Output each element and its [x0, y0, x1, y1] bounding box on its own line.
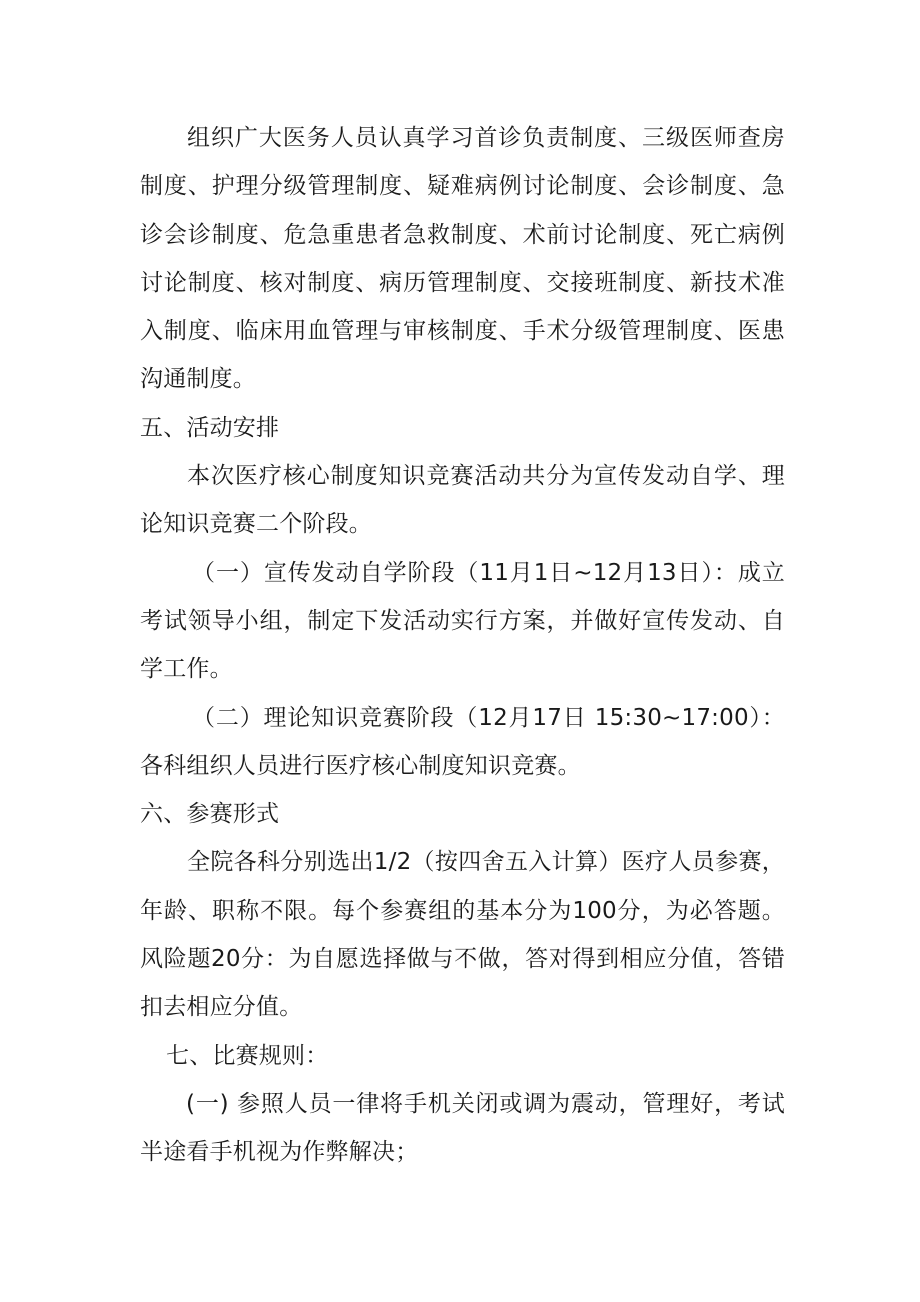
- paragraph-rule-1: (一) 参照人员一律将手机关闭或调为震动，管理好，考试半途看手机视为作弊解决；: [140, 1090, 785, 1166]
- document-body: [140, 114, 785, 1177]
- paragraph-arrangement-summary: 本次医疗核心制度知识竞赛活动共分为宣传发动自学、理论知识竞赛二个阶段。: [140, 463, 785, 538]
- section-heading-activity-arrangement: 五、活动安排: [140, 414, 280, 441]
- paragraph-intro-study: 组织广大医务人员认真学习首诊负责制度、三级医师查房制度、护理分级管理制度、疑难病例讨论制度、会诊制度、急诊会诊制度、危急重患者急救制度、术前讨论制度、死亡病例讨论制度、核对制度、病历管理制度、交接班制度、新技术准入制度、临床用血管理与审核制度、手术分级管理制度、医患沟通制度。: [140, 125, 785, 393]
- section-heading-participation-form: 六、参赛形式: [140, 801, 280, 828]
- paragraph-stage-2: （二）理论知识竞赛阶段（12月17日 15:30~17:00）：各科组织人员进行医疗核心制度知识竞赛。: [140, 704, 785, 779]
- section-heading-competition-rules: 七、比赛规则：: [166, 1042, 329, 1069]
- paragraph-participation: 全院各科分别选出1/2（按四舍五入计算）医疗人员参赛，年龄、职称不限。每个参赛组的基本分为100分，为必答题。风险题20分：为自愿选择做与不做，答对得到相应分值，答错扣去相应分值。: [140, 849, 785, 1021]
- paragraph-stage-1: （一）宣传发动自学阶段（11月1日~12月13日）：成立考试领导小组，制定下发活动实行方案，并做好宣传发动、自学工作。: [140, 559, 785, 683]
